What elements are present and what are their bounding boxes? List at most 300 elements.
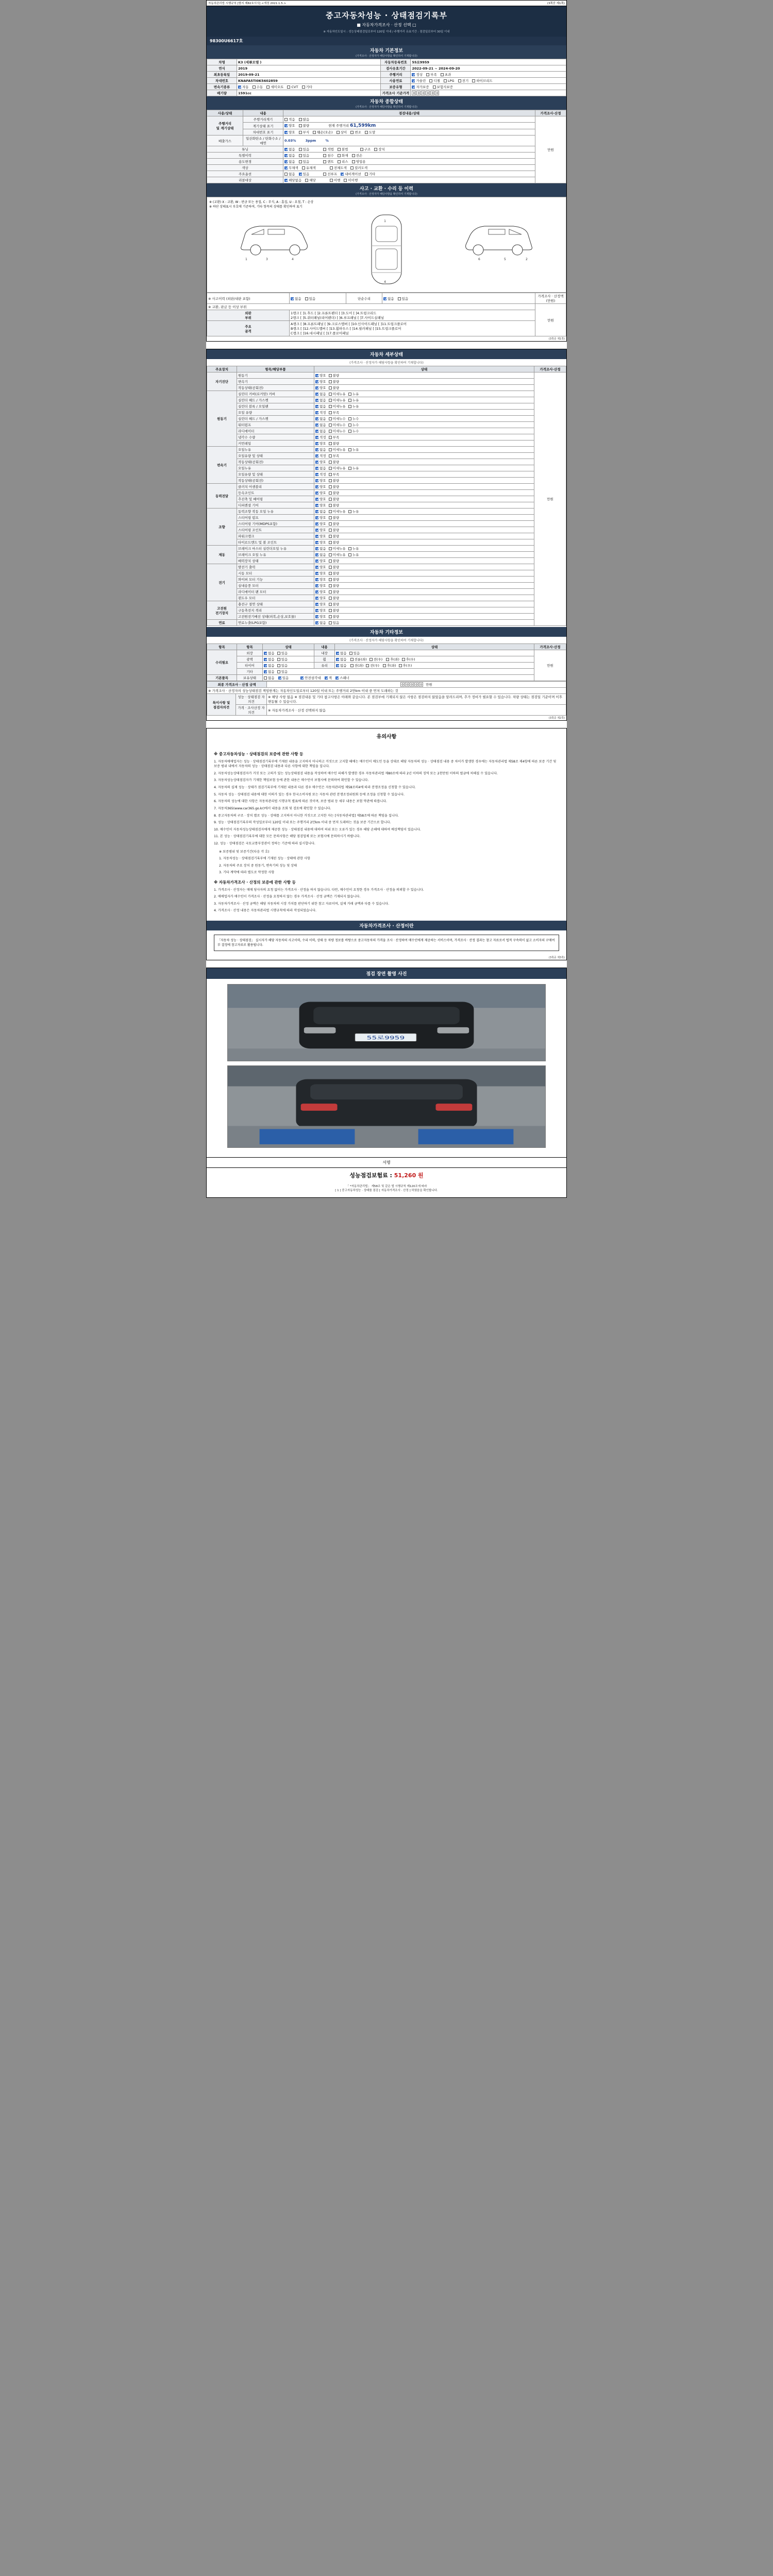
option-4-2-1[interactable]: 불량: [329, 521, 340, 526]
detail-item-options: [314, 533, 534, 539]
value-wheel: [335, 656, 534, 663]
table-row: [207, 177, 566, 183]
detail-item-options: [314, 527, 534, 533]
detail-item-label: 스티어링 기어(MDPS포함): [237, 521, 314, 527]
detail-item-label: 동력조향 작동 오일 누유: [237, 509, 314, 515]
detail-item-options: [314, 379, 534, 385]
item-wheel: 휠: [314, 656, 335, 663]
document-page: [206, 0, 567, 1198]
notice-item: 4. 가격조사 · 산정 내용은 자동차관리법 시행규칙에 따라 작성되었습니다.: [214, 909, 316, 913]
photo-rear: [227, 1065, 546, 1148]
basic-section-title: 자동차 기본정보: [370, 48, 403, 54]
table-row: [207, 310, 566, 321]
option-etc[interactable]: 기타: [365, 172, 376, 176]
option-vin-corrosion[interactable]: 부식: [299, 130, 310, 134]
option-trans-cvt[interactable]: CVT: [287, 85, 298, 89]
option-sunroof[interactable]: 선루프: [323, 172, 337, 176]
option-1-4-1[interactable]: 미세누수: [329, 416, 346, 421]
detail-item-label: 브레이크 오일 누유: [237, 552, 314, 558]
value-plate: 55로9959: [411, 59, 566, 65]
option-2-4-0[interactable]: 적정: [315, 472, 326, 477]
notice-item: 3. 자동차가격조사 · 산정 금액은 해당 자동차의 시장 가치를 판단하기 위한 참고 자료이며, 실제 거래 금액과 다를 수 있습니다.: [214, 902, 390, 906]
option-jack[interactable]: 잭: [325, 675, 332, 680]
sheet-4: [206, 968, 567, 1198]
option-vin-diff[interactable]: 상이: [337, 130, 347, 134]
notice-list-2: [214, 888, 559, 913]
value-options: [283, 171, 535, 177]
table-row: [207, 84, 566, 90]
svg-text:5: 5: [504, 258, 507, 261]
frame-rankC: C랭크 [ ]16.대시패널 [ ]17.플로어패널: [291, 331, 349, 335]
option-lease[interactable]: 리스: [338, 159, 348, 164]
option-7-2-0[interactable]: 양호: [315, 614, 326, 619]
option-flood[interactable]: 침수: [323, 153, 334, 158]
item-vin-mark: 차대번호 표기: [243, 129, 283, 135]
option-4-0-1[interactable]: 미세누유: [329, 509, 346, 514]
option-wheel-fr[interactable]: 전(우): [369, 657, 383, 662]
option-7-2-1[interactable]: 불량: [329, 614, 340, 619]
option-5-1-1[interactable]: 미세누유: [329, 552, 346, 557]
option-4-1-0[interactable]: 양호: [315, 515, 326, 520]
value-inspection-period: 2022-09-21 ~ 2024-09-20: [411, 65, 566, 72]
option-0-2-0[interactable]: 양호: [315, 385, 326, 390]
option-odo-low[interactable]: 적음: [284, 117, 295, 122]
option-accident-yes[interactable]: 있음: [305, 296, 316, 301]
option-vin-good[interactable]: 양호: [284, 130, 295, 134]
item-etc-repair: 기타: [237, 669, 263, 675]
option-fuel-diesel[interactable]: 디젤: [429, 78, 440, 83]
summary-table: [207, 681, 566, 716]
option-8-0-0[interactable]: 없음: [315, 620, 326, 625]
option-recall-done[interactable]: 이행: [330, 178, 341, 182]
option-polish-none[interactable]: 없음: [264, 657, 275, 662]
option-1-1-0[interactable]: 없음: [315, 398, 326, 402]
notice-item: 8. 중고자동차의 구조 · 장치 별로 성능 · 상태를 고지하지 아니한 거짓으로 고지한 자는 [자동차관리법] 제58조에 따른 책임을 집니다.: [214, 814, 399, 818]
sheet1-footer: (3쪽중 제1쪽): [548, 337, 565, 341]
detail-item-label: 발전기 출력: [237, 564, 314, 570]
option-glass-fl[interactable]: 전(좌): [350, 663, 364, 668]
option-2-4-1[interactable]: 부족: [329, 472, 340, 477]
option-tire-none[interactable]: 없음: [264, 663, 275, 668]
detail-item-label: 오일 유량: [237, 410, 314, 416]
option-polish-yes[interactable]: 있음: [277, 657, 288, 662]
option-tuning-structure[interactable]: 구조: [360, 147, 371, 151]
option-fire[interactable]: 화재: [338, 153, 348, 158]
emission-hc: 3ppm: [305, 139, 316, 143]
option-4-3-0[interactable]: 양호: [315, 528, 326, 532]
detail-item-options: [314, 595, 534, 601]
option-1-4-2[interactable]: 누수: [348, 416, 359, 421]
table-row: [207, 65, 566, 72]
option-5-2-0[interactable]: 양호: [315, 558, 326, 563]
option-5-2-1[interactable]: 불량: [329, 558, 340, 563]
option-1-3-0[interactable]: 적정: [315, 410, 326, 415]
label-accident-history: ※ 사고이력 (외판/내판 포함): [207, 293, 290, 304]
table-row: [207, 656, 566, 663]
other-section-header: [207, 627, 566, 637]
option-2-3-2[interactable]: 누유: [348, 466, 359, 470]
option-tuning-illegal[interactable]: 불법: [338, 147, 348, 151]
option-3-1-0[interactable]: 양호: [315, 490, 326, 495]
option-tuning-device[interactable]: 장치: [374, 147, 385, 151]
option-glass-fr[interactable]: 전(우): [366, 663, 379, 668]
detail-item-options: [314, 391, 534, 397]
other-price-value: 만원: [534, 650, 566, 681]
inspector-opinion-label: 성능 · 상태점검 자 의견: [236, 694, 267, 705]
option-trans-auto[interactable]: 자동: [238, 84, 249, 89]
option-3-0-1[interactable]: 불량: [329, 484, 340, 489]
option-commercial[interactable]: 영업용: [352, 159, 366, 164]
car-side-left-svg: [235, 211, 312, 267]
table-row: [207, 688, 566, 694]
option-ext-yes[interactable]: 있음: [277, 651, 288, 655]
option-3-3-1[interactable]: 불량: [329, 503, 340, 507]
table-row: [207, 705, 566, 716]
option-1-4-0[interactable]: 없음: [315, 416, 326, 421]
value-odometer: [283, 116, 535, 123]
table-row: [207, 447, 566, 453]
option-1-2-1[interactable]: 미세누유: [329, 404, 346, 409]
option-special-yes[interactable]: 있음: [299, 153, 310, 158]
option-tire-yes[interactable]: 있음: [277, 663, 288, 668]
option-4-4-0[interactable]: 양호: [315, 534, 326, 538]
option-6-5-1[interactable]: 불량: [329, 596, 340, 600]
option-usage-none[interactable]: 없음: [284, 159, 295, 164]
option-6-3-0[interactable]: 양호: [315, 583, 326, 588]
option-2-3-0[interactable]: 없음: [315, 466, 326, 470]
option-4-1-1[interactable]: 불량: [329, 515, 340, 520]
option-1-1-1[interactable]: 미세누유: [329, 398, 346, 402]
option-1-6-0[interactable]: 없음: [315, 429, 326, 433]
option-7-1-1[interactable]: 불량: [329, 608, 340, 613]
option-gauge-bad[interactable]: 불량: [299, 123, 310, 128]
option-2-0-0[interactable]: 없음: [315, 447, 326, 452]
option-opt-yes[interactable]: 있음: [299, 172, 310, 176]
option-6-0-1[interactable]: 불량: [329, 565, 340, 569]
table-row: [207, 521, 566, 527]
table-row: [207, 539, 566, 546]
option-6-1-1[interactable]: 불량: [329, 571, 340, 575]
option-etcrep-none[interactable]: 없음: [264, 669, 275, 674]
detail-item-label: 클러치 어셈블리: [237, 484, 314, 490]
detail-item-options: [314, 403, 534, 410]
photo-front: [227, 984, 546, 1061]
detail-item-options: [314, 570, 534, 577]
detail-group-3: 동력전달: [207, 484, 237, 509]
other-info-table: [207, 643, 566, 681]
option-7-0-1[interactable]: 불량: [329, 602, 340, 606]
option-2-5-0[interactable]: 양호: [315, 478, 326, 483]
col-price: 가격조사·산정: [535, 110, 566, 116]
option-warranty-self[interactable]: 자가보증: [412, 84, 429, 89]
detail-table-body: [207, 372, 566, 626]
option-wheel-fl[interactable]: 전륜(좌): [350, 657, 367, 662]
col-item: 내용: [243, 110, 283, 116]
option-4-0-2[interactable]: 누유: [348, 509, 359, 514]
option-1-8-0[interactable]: 양호: [315, 441, 326, 446]
option-tuning-none[interactable]: 없음: [284, 147, 295, 151]
option-fuel-electric[interactable]: 전기: [458, 78, 469, 83]
item-gauge-state: 계기상태 표기: [243, 123, 283, 129]
notice-item: 5. 자동차 성능 · 상태점검 내용에 대한 이의가 있는 경우 한국소비자원 또는 자동차 관련 분쟁조정위원회 등에 조정을 신청할 수 있습니다.: [214, 792, 405, 796]
value-glass: [335, 663, 534, 669]
option-0-2-1[interactable]: 불량: [329, 385, 340, 390]
parts-label: ※ 교환, 판금 등 이상 부위: [208, 305, 247, 309]
detail-item-label: 시동 모터: [237, 570, 314, 577]
option-2-3-1[interactable]: 미세누유: [329, 466, 346, 470]
option-3-1-1[interactable]: 불량: [329, 490, 340, 495]
item-tire: 타이어: [237, 663, 263, 669]
option-1-7-0[interactable]: 적정: [315, 435, 326, 439]
option-glass-rr[interactable]: 후(우): [399, 663, 412, 668]
option-triangle[interactable]: 안전삼각대: [300, 675, 321, 680]
option-gauge-good[interactable]: 양호: [284, 123, 295, 128]
option-simple-yes[interactable]: 있음: [398, 296, 409, 301]
option-3-2-1[interactable]: 불량: [329, 497, 340, 501]
value-vin: KNAFA5TI0K5602859: [237, 78, 381, 84]
label-fuel: 사용연료: [381, 78, 411, 84]
option-vin-altered[interactable]: 변조: [350, 130, 361, 134]
option-0-0-0[interactable]: 양호: [315, 373, 326, 378]
col-detail-price: 가격조사·산정: [534, 366, 566, 372]
frame-rankB: B랭크 [ ]12.사이드멤버 [ ]13.휠하우스 [ ]14.필러패널 [ ]15.트렁크플로어: [291, 327, 401, 331]
option-4-4-1[interactable]: 불량: [329, 534, 340, 538]
option-1-2-0[interactable]: 없음: [315, 404, 326, 409]
item-polish: 광택: [237, 656, 263, 663]
option-trans-semi[interactable]: 세미오토: [266, 84, 283, 89]
option-basic-yes[interactable]: 있음: [278, 675, 289, 680]
table-row: [207, 422, 566, 428]
table-row: [207, 159, 566, 165]
option-2-0-1[interactable]: 미세누유: [329, 447, 346, 452]
option-5-0-1[interactable]: 미세누유: [329, 546, 346, 551]
group-basic-items: 기본품목: [207, 675, 237, 681]
option-7-1-0[interactable]: 양호: [315, 608, 326, 613]
option-2-0-2[interactable]: 누유: [348, 447, 359, 452]
vehicle-id-value: 98300U6617호: [210, 39, 243, 43]
option-6-4-0[interactable]: 양호: [315, 589, 326, 594]
table-row: [207, 583, 566, 589]
option-4-2-0[interactable]: 양호: [315, 521, 326, 526]
option-etcrep-yes[interactable]: 있음: [277, 669, 288, 674]
notice-section1-title: ※ 중고자동차성능 · 상태점검의 보증에 관한 사항 등: [214, 752, 304, 756]
option-1-5-1[interactable]: 미세누수: [329, 422, 346, 427]
option-3-3-0[interactable]: 양호: [315, 503, 326, 507]
option-1-6-1[interactable]: 미세누수: [329, 429, 346, 433]
option-1-0-2[interactable]: 누유: [348, 392, 359, 396]
table-row: [207, 428, 566, 434]
option-full-paint[interactable]: 전체도색: [330, 165, 347, 170]
option-glass-none[interactable]: 없음: [336, 663, 347, 668]
option-6-3-1[interactable]: 불량: [329, 583, 340, 588]
item-color: 색상: [207, 165, 283, 171]
photo-wrap: [207, 979, 566, 1157]
option-fuel-lpg[interactable]: LPG: [444, 79, 455, 83]
option-wheel-none[interactable]: 없음: [336, 657, 347, 662]
option-6-2-0[interactable]: 양호: [315, 577, 326, 582]
basic-section-header: [207, 45, 566, 59]
option-2-2-0[interactable]: 양호: [315, 460, 326, 464]
option-navigation[interactable]: 내비게이션: [341, 172, 361, 176]
detail-section-title: 자동차 세부상태: [370, 352, 403, 358]
table-row: [207, 669, 566, 675]
outer-rank2: 2랭크 [ ]5.쿼터패널(리어펜더) [ ]6.루프패널 [ ]7.사이드실패널: [291, 316, 384, 320]
option-vin-damage[interactable]: 훼손(오손): [313, 130, 332, 134]
option-fuel-gasoline[interactable]: 가솔린: [412, 78, 426, 83]
option-1-5-0[interactable]: 없음: [315, 422, 326, 427]
accident-section-title: 사고 · 교환 · 수리 등 이력: [360, 187, 413, 192]
option-2-1-0[interactable]: 적정: [315, 453, 326, 458]
option-6-5-0[interactable]: 양호: [315, 596, 326, 600]
option-0-0-1[interactable]: 불량: [329, 373, 340, 378]
option-tuning-legal[interactable]: 적법: [323, 147, 334, 151]
detail-item-options: [314, 546, 534, 552]
option-recall-notdone[interactable]: 미이행: [344, 178, 358, 182]
table-row: [207, 116, 566, 123]
option-5-0-2[interactable]: 누유: [348, 546, 359, 551]
option-1-2-2[interactable]: 누유: [348, 404, 359, 409]
option-5-1-0[interactable]: 없음: [315, 552, 326, 557]
table-row: [207, 663, 566, 669]
option-2-1-1[interactable]: 부족: [329, 453, 340, 458]
label-base-price: 가격조사 기준가격: [381, 90, 411, 96]
svg-text:1: 1: [245, 258, 247, 261]
frame-items: [290, 321, 535, 336]
table-row: [207, 391, 566, 397]
option-total-loss[interactable]: 전손: [352, 153, 363, 158]
detail-item-label: 스티어링 펌프: [237, 515, 314, 521]
svg-text:4: 4: [291, 258, 294, 261]
table-row: [207, 607, 566, 614]
detail-item-options: [314, 509, 534, 515]
option-4-3-1[interactable]: 불량: [329, 528, 340, 532]
option-simple-none[interactable]: 없음: [383, 296, 394, 301]
option-mileage-high[interactable]: 초과: [441, 72, 451, 77]
notice-item: 3. 기타 계약에 따라 별도로 약정한 사항: [219, 871, 275, 875]
option-6-4-1[interactable]: 불량: [329, 589, 340, 594]
option-1-3-1[interactable]: 부족: [329, 410, 340, 415]
option-ext-none[interactable]: 없음: [264, 651, 275, 655]
option-fuel-hybrid[interactable]: 하이브리드: [472, 78, 492, 83]
detail-item-label: 배력장치 상태: [237, 558, 314, 564]
option-wheel-rl[interactable]: 후(좌): [386, 657, 399, 662]
table-row: [207, 675, 566, 681]
option-4-0-0[interactable]: 없음: [315, 509, 326, 514]
car-top-view: [363, 211, 410, 290]
label-first-reg: 최초등록일: [207, 72, 237, 78]
option-mileage-normal[interactable]: 정상: [412, 72, 423, 77]
option-accident-none[interactable]: 없음: [291, 296, 301, 301]
detail-item-label: 오일누유: [237, 447, 314, 453]
option-0-1-0[interactable]: 양호: [315, 379, 326, 384]
option-2-5-1[interactable]: 불량: [329, 478, 340, 483]
option-recall-yes[interactable]: 해당: [305, 178, 316, 182]
notice-item: 10. 매수인이 자동차성능상태점검자에게 제공한 성능 · 상태점검 내용에 대하여 허위 또는 오류가 있는 경우 해당 손해에 대하여 배상책임이 있습니다.: [214, 827, 421, 832]
fee-label: 성능점검보험료 :: [349, 1172, 392, 1179]
option-trans-etc[interactable]: 기타: [302, 84, 313, 89]
car-diagram-row: [209, 211, 564, 290]
option-partial-paint[interactable]: 컬러도색: [350, 165, 367, 170]
option-special-none[interactable]: 없음: [284, 153, 295, 158]
table-row: [207, 589, 566, 595]
option-color-achromatic[interactable]: 무채색: [284, 165, 298, 170]
detail-item-options: [314, 496, 534, 502]
option-4-5-0[interactable]: 양호: [315, 540, 326, 545]
option-1-0-1[interactable]: 미세누유: [329, 392, 346, 396]
option-spanner[interactable]: 스패너: [335, 675, 349, 680]
detail-item-label: 작동상태(공회전): [237, 385, 314, 391]
option-recall-na[interactable]: 해당없음: [284, 178, 301, 182]
option-odo-high[interactable]: 많음: [299, 117, 310, 122]
option-1-6-2[interactable]: 누수: [348, 429, 359, 433]
warranty-note: ※ 가격조사 · 산정자의 성능상태점검 책임한계는 자동차인도일로부터 120일 이내 또는 주행거리 2만km 이내 중 먼저 도래하는 것: [207, 688, 566, 694]
table-row: [207, 403, 566, 410]
detail-item-label: 구동축전지 격리: [237, 607, 314, 614]
table-row: [207, 577, 566, 583]
table-row: [207, 90, 566, 96]
option-wheel-rr[interactable]: 후(우): [402, 657, 415, 662]
option-mileage-low[interactable]: 부족: [426, 72, 437, 77]
document-subtitle: ■ 자동차가격조사 · 산정 선택 □: [357, 23, 416, 27]
option-1-8-1[interactable]: 불량: [329, 441, 340, 446]
option-5-1-2[interactable]: 누유: [348, 552, 359, 557]
notice-item: 2. 자동차성능상태점검자가 거짓 또는 고의가 있는 성능상태점검 내용을 작성하여 매수인 피해가 발생한 경우 자동차관리법 제80조에 따라 2년 이하의 징역 또는 2천만원 이하의 벌금에 처해질 수 있습니다.: [214, 771, 498, 775]
detail-item-options: [314, 428, 534, 434]
option-int-yes[interactable]: 있음: [349, 651, 360, 655]
option-3-0-0[interactable]: 양호: [315, 484, 326, 489]
option-tuning-yes[interactable]: 있음: [299, 147, 310, 151]
basic-section-sub: (가격조사 · 산정자가 해당사항을 확인하여 기재합니다): [356, 55, 417, 58]
option-1-1-2[interactable]: 누유: [348, 398, 359, 402]
detail-item-label: 실린더 헤드 / 가스켓: [237, 416, 314, 422]
value-displacement: 1591cc: [237, 90, 381, 96]
option-8-0-1[interactable]: 있음: [329, 620, 340, 625]
value-simple-repair: [382, 293, 535, 304]
option-0-1-1[interactable]: 불량: [329, 379, 340, 384]
detail-item-options: [314, 372, 534, 379]
option-trans-manual[interactable]: 수동: [253, 84, 263, 89]
detail-item-label: 고전원전기배선 상태(피복,손상,보호물): [237, 614, 314, 620]
svg-text:1: 1: [384, 219, 386, 223]
option-6-1-0[interactable]: 양호: [315, 571, 326, 575]
option-1-5-2[interactable]: 누수: [348, 422, 359, 427]
option-color-chromatic[interactable]: 유채색: [302, 165, 316, 170]
option-7-0-0[interactable]: 양호: [315, 602, 326, 606]
option-warranty-insurer[interactable]: 보험사보증: [433, 84, 453, 89]
option-opt-none[interactable]: 없음: [284, 172, 295, 176]
option-usage-yes[interactable]: 있음: [299, 159, 310, 164]
table-row: [207, 434, 566, 440]
option-vin-erased[interactable]: 도말: [365, 130, 376, 134]
detail-item-options: [314, 410, 534, 416]
option-rental[interactable]: 렌트: [323, 159, 334, 164]
option-1-0-0[interactable]: 없음: [315, 392, 326, 396]
option-2-2-1[interactable]: 불량: [329, 460, 340, 464]
option-glass-rl[interactable]: 후(좌): [383, 663, 396, 668]
table-row: [207, 129, 566, 135]
detail-item-label: 실린더 블록 / 오일팬: [237, 403, 314, 410]
option-6-0-0[interactable]: 양호: [315, 565, 326, 569]
option-6-2-1[interactable]: 불량: [329, 577, 340, 582]
option-3-2-0[interactable]: 양호: [315, 497, 326, 501]
value-polish: [263, 656, 314, 663]
detail-group-6: 전기: [207, 564, 237, 601]
option-int-none[interactable]: 없음: [336, 651, 347, 655]
option-5-0-0[interactable]: 없음: [315, 546, 326, 551]
option-basic-none[interactable]: 없음: [264, 675, 275, 680]
option-4-5-1[interactable]: 불량: [329, 540, 340, 545]
option-1-7-1[interactable]: 부족: [329, 435, 340, 439]
